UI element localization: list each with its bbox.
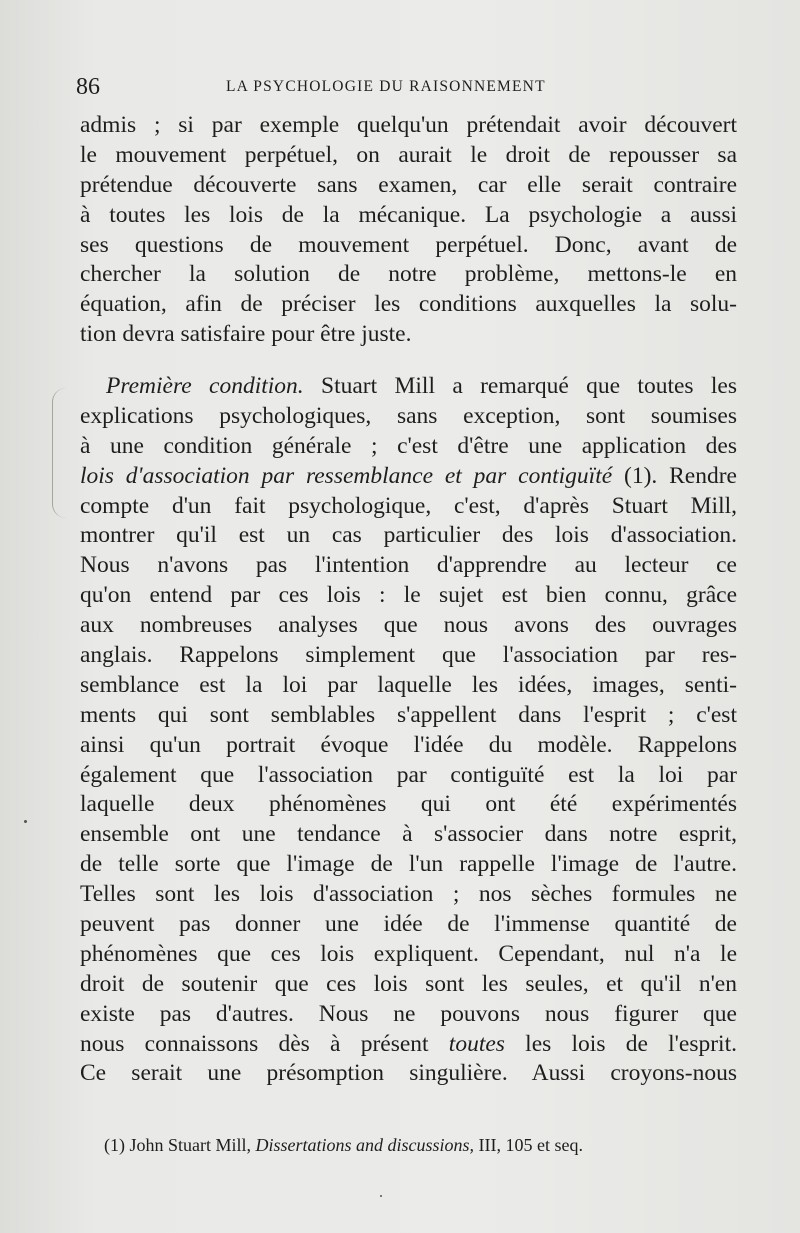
text-line: ses questions de mouvement perpétuel. Donc, avant de [80,231,737,258]
text-line: ainsi qu'un portrait évoque l'idée du modèle. Rappelons [80,731,737,758]
text-line: droit de soutenir que ces lois sont les seules, et qu'il n'en [80,970,737,997]
text-line: le mouvement perpétuel, on aurait le droit de repousser sa [80,141,737,168]
section-lead-italic: Première condition. [106,373,304,399]
text-line: chercher la solution de notre problème, mettons-le en [80,261,737,288]
text-line: aux nombreuses analyses que nous avons des ouvrages [80,612,737,639]
text-line-toutes [80,1030,737,1060]
footnote-title-italic: Dissertations and discussions, [255,1135,475,1155]
page-number: 86 [76,74,100,100]
text-line: peuvent pas donner une idée de l'immense quantité de [80,911,737,938]
italic-phrase: lois d'association par ressemblance et par contiguïté [80,462,613,489]
text-line: ments qui sont semblables s'appellent dans l'esprit ; c'est [80,701,737,728]
text-line: phénomènes que ces lois expliquent. Cependant, nul n'a le [80,940,737,967]
scan-speck [380,1195,382,1197]
scan-speck [24,820,27,823]
text-line: à une condition générale ; c'est d'être une application des [80,432,737,459]
footnote-marker: (1) John Stuart Mill, [104,1135,256,1155]
text-line: admis ; si par exemple quelqu'un prétendait avoir découvert [80,112,737,138]
text-line: montrer qu'il est un cas particulier des lois d'association. [80,522,737,549]
paragraph-2 [80,372,737,1089]
text-line: à toutes les lois de la mécanique. La psychologie a aussi [80,201,737,228]
line-text: les lois de l'esprit. [504,1030,737,1057]
italic-word: toutes [448,1030,505,1057]
line-text: (1). Rendre [612,462,737,489]
line-text: Stuart Mill a remarqué que toutes les [303,373,737,399]
footnote-rest: III, 105 et seq. [474,1135,583,1155]
text-line: explications psychologiques, sans exception, sont soumises [80,402,737,429]
line-text: nous connaissons dès à présent [80,1030,449,1057]
text-line: de telle sorte que l'image de l'un rappelle l'image de l'autre. [80,851,737,878]
margin-pencil-mark [52,388,67,518]
text-line: équation, afin de préciser les conditions auxquelles la solu- [80,291,737,318]
text-line: également que l'association par contiguïté est la loi par [80,761,737,788]
footnote [104,1133,583,1157]
page-header [76,72,736,102]
text-line: qu'on entend par ces lois : le sujet est bien connu, grâce [80,582,737,609]
text-line: prétendue découverte sans examen, car elle serait contraire [80,171,737,198]
text-line: Telles sont les lois d'association ; nos sèches formules ne [80,881,737,908]
text-line: Nous n'avons pas l'intention d'apprendre au lecteur ce [80,552,737,579]
text-line: existe pas d'autres. Nous ne pouvons nous figurer que [80,1000,737,1027]
text-line: compte d'un fait psychologique, c'est, d'après Stuart Mill, [80,492,737,519]
paragraph-1 [80,111,737,350]
text-line: tion devra satisfaire pour être juste. [80,321,412,348]
text-line-italic-phrase [80,462,737,492]
text-line: ensemble ont une tendance à s'associer dans notre esprit, [80,821,737,848]
text-line-last: Ce serait une présomption singulière. Aussi croyons-nous [80,1060,737,1087]
text-line: semblance est la loi par laquelle les idées, images, senti- [80,671,737,698]
text-line: anglais. Rappelons simplement que l'association par res- [80,642,737,669]
running-title: LA PSYCHOLOGIE DU RAISONNEMENT [226,78,546,95]
text-line: laquelle deux phénomènes qui ont été expérimentés [80,791,737,818]
text-line-first [80,372,737,402]
